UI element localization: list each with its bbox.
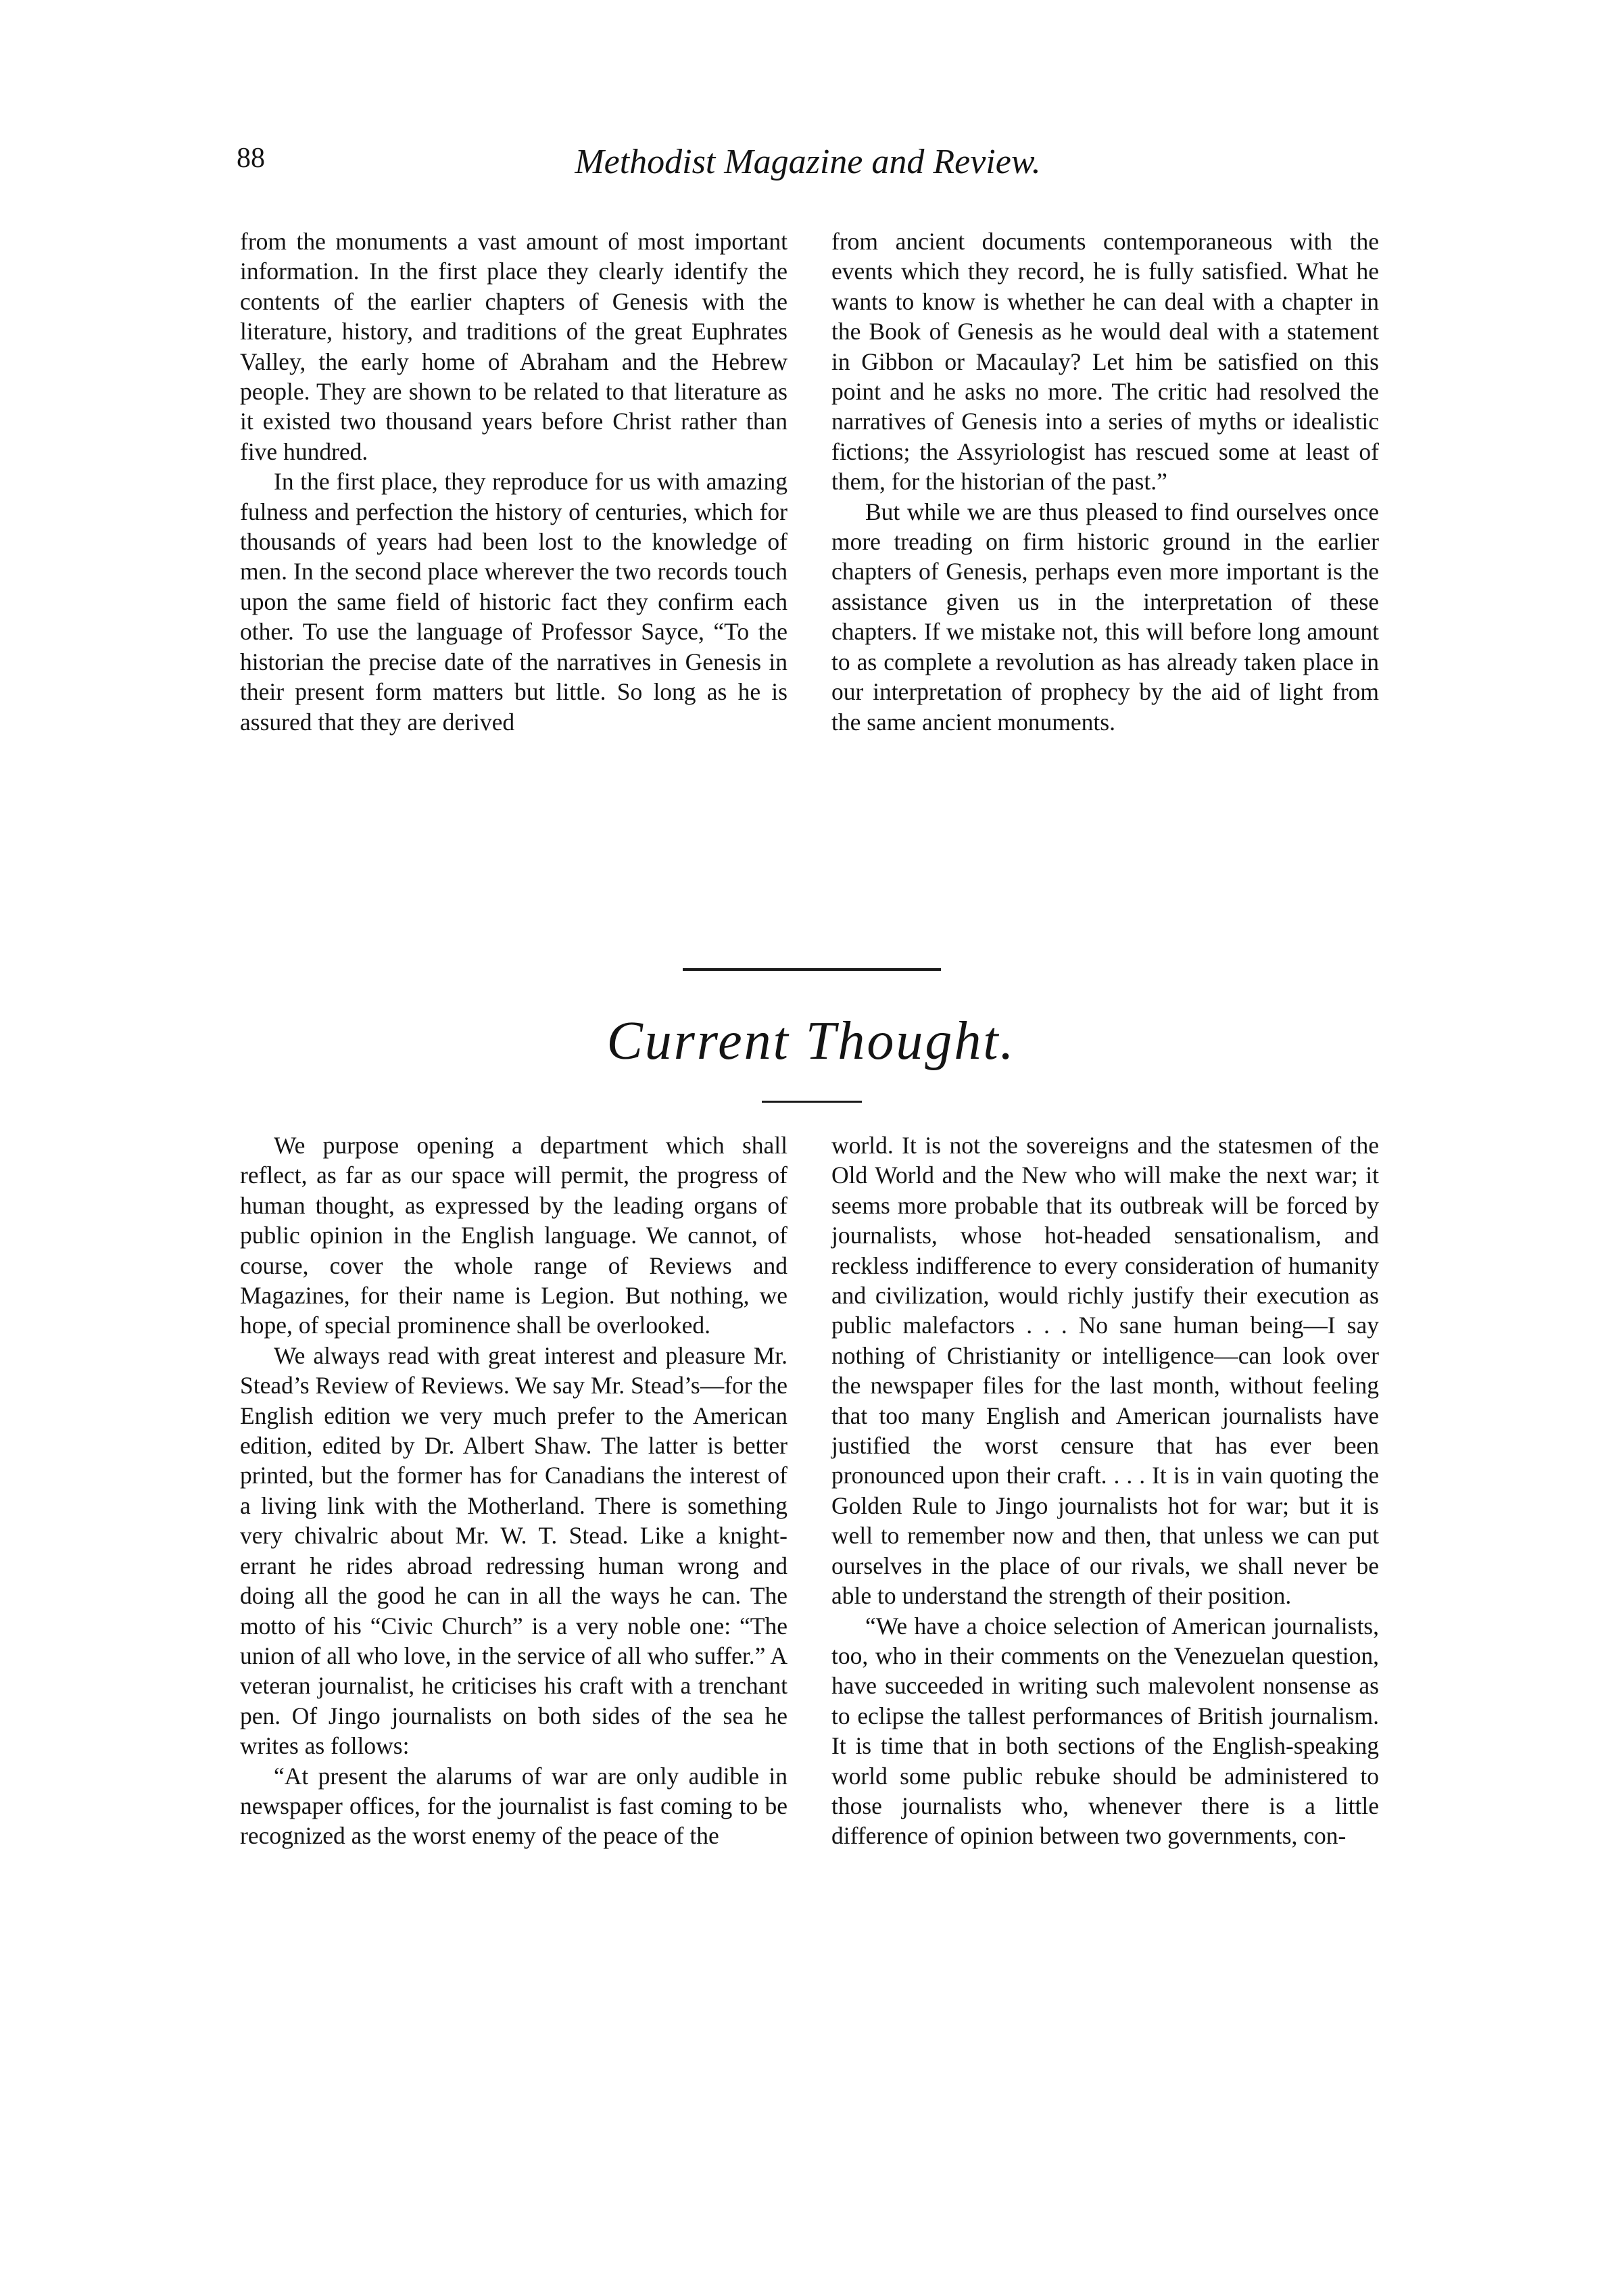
paragraph: We always read with great interest and pleasure Mr. Stead’s Review of Reviews. We say Mr. Stead’s—for the English edition we very much prefer to the American edition, edited by Dr. Albert Shaw. The latter is better printed, but the former has for Canadians the interest of a living link with the Motherland. There is something very chivalric about Mr. W. T. Stead. Like a knight-errant he rides abroad redressing human wrong and doing all the good he can in all the ways he can. The motto of his “Civic Church” is a very noble one: “The union of all who love, in the service of all who suffer.” A veteran journalist, he criticises his craft with a trenchant pen. Of Jingo journalists on both sides of the sea he writes as follows: [240, 1341, 788, 1760]
section-divider-bottom [762, 1101, 862, 1103]
paragraph: In the first place, they reproduce for us with amazing fulness and perfection the history of centuries, which for thousands of years had been lost to the knowledge of men. In the second place wherever the two records touch upon the same field of historic fact they confirm each other. To use the language of Professor Sayce, “To the historian the precise date of the narratives in Genesis in their present form matters but little. So long as he is assured that they are derived [240, 468, 788, 736]
top-left-column [240, 226, 788, 737]
bottom-right-column [831, 1130, 1379, 1851]
page-header [237, 142, 1379, 196]
paragraph: “At present the alarums of war are only audible in newspaper offices, for the journalist is fast coming to be recognized as the worst enemy of the peace of the [240, 1762, 788, 1850]
paragraph: from the monuments a vast amount of most important information. In the first place they clearly identify the contents of the earlier chapters of Genesis with the literature, history, and traditions of the great Euphrates Valley, the early home of Abraham and the Hebrew people. They are shown to be related to that literature as it existed two thousand years before Christ rather than five hundred. [240, 228, 788, 465]
paragraph: from ancient documents contemporaneous with the events which they record, he is fully satisfied. What he wants to know is whether he can deal with a chapter in the Book of Genesis as he would deal with a statement in Gibbon or Macaulay? Let him be satisfied on this point and he asks no more. The critic had resolved the narratives of Genesis into a series of myths or idealistic fictions; the Assyriologist has rescued some at least of them, for the historian of the past.” [831, 228, 1379, 496]
running-title: Methodist Magazine and Review. [575, 143, 1041, 181]
paragraph: But while we are thus pleased to find ourselves once more treading on firm historic ground in the earlier chapters of Genesis, perhaps even more important is the assistance given us in the interpretation of these chapters. If we mistake not, this will before long amount to as complete a revolution as has already taken place in our interpretation of prophecy by the aid of light from the same ancient monuments. [831, 498, 1379, 736]
paragraph: We purpose opening a department which shall reflect, as far as our space will permit, the progress of human thought, as expressed by the leading organs of public opinion in the English language. We cannot, of course, cover the whole range of Reviews and Magazines, for their name is Legion. But nothing, we hope, of special prominence shall be overlooked. [240, 1132, 788, 1339]
paragraph: world. It is not the sovereigns and the statesmen of the Old World and the New who will make the next war; it seems more probable that its outbreak will be forced by journalists, whose hot-headed sensationalism, and reckless indifference to every consideration of humanity and civilization, would richly justify their execution as public malefactors . . . No sane human being—I say nothing of Christianity or intelligence—can look over the newspaper files for the last month, without feeling that too many English and American journalists have justified the worst censure that has ever been pronounced upon their craft. . . . It is in vain quoting the Golden Rule to Jingo journalists hot for war; but it is well to remember now and then, that unless we can put ourselves in the place of our rivals, we shall never be able to understand the strength of their position. [831, 1132, 1379, 1610]
top-right-column [831, 226, 1379, 737]
page-number: 88 [237, 143, 265, 174]
bottom-left-column [240, 1130, 788, 1851]
section-divider-top [683, 968, 941, 971]
section-title: Current Thought. [606, 1011, 1016, 1071]
paragraph: “We have a choice selection of American journalists, too, who in their comments on the Venezuelan question, have succeeded in writing such malevolent nonsense as to eclipse the tallest performances of British journalism. It is time that in both sections of the English-speaking world some public rebuke should be administered to those journalists who, whenever there is a little difference of opinion between two governments, con- [831, 1612, 1379, 1850]
